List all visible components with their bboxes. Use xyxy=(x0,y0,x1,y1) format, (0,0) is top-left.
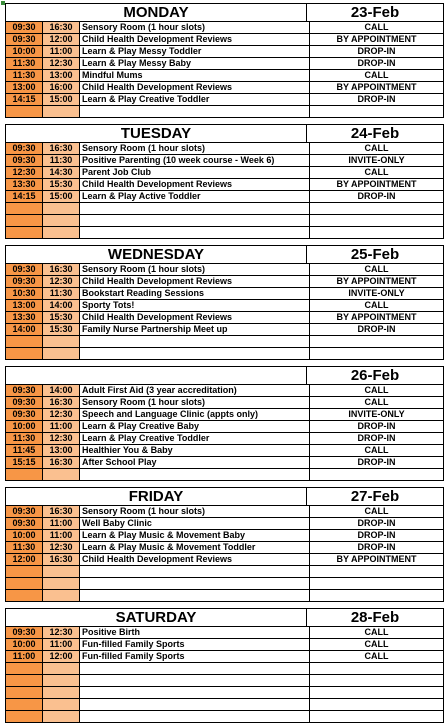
activity-name: Positive Parenting (10 week course - Week 6) xyxy=(80,155,310,166)
timetable-sheet xyxy=(5,3,444,723)
schedule-row xyxy=(5,82,444,94)
start-time: 09:30 xyxy=(6,34,43,45)
day-header xyxy=(5,367,444,385)
activity-name xyxy=(80,675,310,686)
schedule-row xyxy=(5,227,444,239)
activity-name xyxy=(80,215,310,226)
day-name: WEDNESDAY xyxy=(107,246,205,263)
start-time: 13:00 xyxy=(6,82,43,93)
schedule-row xyxy=(5,554,444,566)
end-time: 14:00 xyxy=(43,300,80,311)
activity-name: Speech and Language Clinic (appts only) xyxy=(80,409,310,420)
start-time: 10:30 xyxy=(6,288,43,299)
start-time: 09:30 xyxy=(6,276,43,287)
start-time: 09:30 xyxy=(6,506,43,517)
booking-status xyxy=(310,336,443,347)
end-time: 12:30 xyxy=(43,433,80,444)
start-time: 10:00 xyxy=(6,530,43,541)
booking-status: DROP-IN xyxy=(357,518,396,528)
schedule-row xyxy=(5,433,444,445)
activity-name: Fun-filled Family Sports xyxy=(80,651,310,662)
day-header xyxy=(5,488,444,506)
activity-name: Learn & Play Messy Baby xyxy=(80,58,310,69)
end-time: 13:00 xyxy=(43,70,80,81)
start-time xyxy=(6,675,43,686)
schedule-row xyxy=(5,651,444,663)
start-time: 11:30 xyxy=(6,542,43,553)
activity-name: Positive Birth xyxy=(80,627,310,638)
end-time xyxy=(43,711,80,722)
activity-name xyxy=(80,227,310,238)
booking-status: CALL xyxy=(364,143,389,153)
schedule-row xyxy=(5,699,444,711)
booking-status xyxy=(310,106,443,117)
schedule-row xyxy=(5,276,444,288)
booking-status xyxy=(310,699,443,710)
activity-name xyxy=(80,711,310,722)
end-time: 11:00 xyxy=(43,421,80,432)
booking-status: INVITE-ONLY xyxy=(348,155,405,165)
end-time: 16:30 xyxy=(43,397,80,408)
start-time xyxy=(6,106,43,117)
booking-status: BY APPOINTMENT xyxy=(336,554,417,564)
day-header xyxy=(5,4,444,22)
end-time: 12:00 xyxy=(43,34,80,45)
end-time: 16:30 xyxy=(43,506,80,517)
day-block xyxy=(5,366,444,481)
schedule-row xyxy=(5,34,444,46)
day-name xyxy=(6,367,306,384)
booking-status: CALL xyxy=(364,167,389,177)
booking-status xyxy=(310,469,443,480)
schedule-row xyxy=(5,300,444,312)
end-time: 16:30 xyxy=(43,264,80,275)
end-time: 12:30 xyxy=(43,58,80,69)
booking-status: BY APPOINTMENT xyxy=(336,179,417,189)
start-time: 10:00 xyxy=(6,639,43,650)
schedule-row xyxy=(5,70,444,82)
booking-status xyxy=(310,675,443,686)
start-time: 13:30 xyxy=(6,312,43,323)
start-time xyxy=(6,227,43,238)
start-time xyxy=(6,348,43,359)
schedule-row xyxy=(5,639,444,651)
end-time xyxy=(43,203,80,214)
activity-name xyxy=(80,566,310,577)
booking-status: DROP-IN xyxy=(357,94,396,104)
start-time: 11:45 xyxy=(6,445,43,456)
activity-name xyxy=(80,699,310,710)
end-time xyxy=(43,336,80,347)
activity-name: Sensory Room (1 hour slots) xyxy=(80,143,310,154)
start-time: 13:30 xyxy=(6,179,43,190)
booking-status: CALL xyxy=(364,264,389,274)
activity-name: Learn & Play Music & Movement Toddler xyxy=(80,542,310,553)
booking-status: CALL xyxy=(364,385,389,395)
activity-name: Well Baby Clinic xyxy=(80,518,310,529)
start-time: 09:30 xyxy=(6,264,43,275)
booking-status: CALL xyxy=(364,22,389,32)
end-time xyxy=(43,675,80,686)
start-time: 09:30 xyxy=(6,143,43,154)
schedule-row xyxy=(5,22,444,34)
booking-status: DROP-IN xyxy=(357,421,396,431)
end-time: 16:00 xyxy=(43,82,80,93)
schedule-row xyxy=(5,542,444,554)
booking-status: CALL xyxy=(364,397,389,407)
schedule-row xyxy=(5,457,444,469)
end-time: 16:30 xyxy=(43,457,80,468)
booking-status: BY APPOINTMENT xyxy=(336,312,417,322)
schedule-row xyxy=(5,312,444,324)
schedule-row xyxy=(5,348,444,360)
schedule-row xyxy=(5,264,444,276)
day-date: 24-Feb xyxy=(306,125,443,142)
end-time: 11:00 xyxy=(43,639,80,650)
schedule-row xyxy=(5,324,444,336)
day-name: FRIDAY xyxy=(128,488,184,505)
activity-name: Child Health Development Reviews xyxy=(80,276,310,287)
activity-name: Sensory Room (1 hour slots) xyxy=(80,264,310,275)
end-time xyxy=(43,566,80,577)
schedule-row xyxy=(5,155,444,167)
activity-name: Child Health Development Reviews xyxy=(80,554,310,565)
end-time: 16:30 xyxy=(43,143,80,154)
end-time: 11:00 xyxy=(43,530,80,541)
schedule-row xyxy=(5,106,444,118)
schedule-row xyxy=(5,675,444,687)
activity-name: Child Health Development Reviews xyxy=(80,312,310,323)
booking-status xyxy=(310,663,443,674)
start-time: 11:00 xyxy=(6,651,43,662)
end-time: 12:30 xyxy=(43,409,80,420)
start-time: 11:30 xyxy=(6,70,43,81)
schedule-row xyxy=(5,445,444,457)
booking-status: BY APPOINTMENT xyxy=(336,34,417,44)
schedule-row xyxy=(5,397,444,409)
end-time xyxy=(43,227,80,238)
day-block xyxy=(5,3,444,118)
activity-name: Sporty Tots! xyxy=(80,300,310,311)
booking-status: DROP-IN xyxy=(357,530,396,540)
activity-name xyxy=(80,469,310,480)
end-time: 15:30 xyxy=(43,179,80,190)
activity-name xyxy=(80,106,310,117)
activity-name xyxy=(80,578,310,589)
activity-name: Child Health Development Reviews xyxy=(80,179,310,190)
activity-name: Learn & Play Creative Baby xyxy=(80,421,310,432)
schedule-row xyxy=(5,46,444,58)
schedule-row xyxy=(5,288,444,300)
activity-name xyxy=(80,590,310,601)
end-time xyxy=(43,687,80,698)
booking-status: CALL xyxy=(364,651,389,661)
schedule-row xyxy=(5,518,444,530)
booking-status: CALL xyxy=(364,300,389,310)
day-block xyxy=(5,608,444,723)
activity-name: Adult First Aid (3 year accreditation) xyxy=(80,385,310,396)
end-time xyxy=(43,590,80,601)
booking-status: DROP-IN xyxy=(357,433,396,443)
activity-name: Healthier You & Baby xyxy=(80,445,310,456)
day-date: 25-Feb xyxy=(306,246,443,263)
end-time xyxy=(43,578,80,589)
start-time xyxy=(6,711,43,722)
start-time: 14:15 xyxy=(6,94,43,105)
schedule-row xyxy=(5,663,444,675)
end-time: 15:30 xyxy=(43,324,80,335)
booking-status xyxy=(310,227,443,238)
day-date: 26-Feb xyxy=(306,367,443,384)
booking-status: DROP-IN xyxy=(357,542,396,552)
schedule-row xyxy=(5,215,444,227)
booking-status: DROP-IN xyxy=(357,191,396,201)
start-time: 09:30 xyxy=(6,409,43,420)
end-time: 12:00 xyxy=(43,651,80,662)
end-time: 11:00 xyxy=(43,518,80,529)
start-time: 09:30 xyxy=(6,22,43,33)
booking-status: CALL xyxy=(364,639,389,649)
end-time: 14:30 xyxy=(43,167,80,178)
start-time: 12:00 xyxy=(6,554,43,565)
end-time xyxy=(43,469,80,480)
day-block xyxy=(5,124,444,239)
start-time xyxy=(6,469,43,480)
activity-name: Mindful Mums xyxy=(80,70,310,81)
day-date: 23-Feb xyxy=(306,4,443,21)
end-time: 13:00 xyxy=(43,445,80,456)
booking-status: DROP-IN xyxy=(357,457,396,467)
start-time xyxy=(6,699,43,710)
start-time: 09:30 xyxy=(6,385,43,396)
end-time: 12:30 xyxy=(43,276,80,287)
end-time xyxy=(43,348,80,359)
end-time: 12:30 xyxy=(43,542,80,553)
end-time xyxy=(43,699,80,710)
end-time: 15:00 xyxy=(43,191,80,202)
booking-status xyxy=(310,590,443,601)
activity-name xyxy=(80,348,310,359)
start-time: 11:30 xyxy=(6,433,43,444)
booking-status: CALL xyxy=(364,506,389,516)
schedule-row xyxy=(5,179,444,191)
day-name: TUESDAY xyxy=(120,125,192,142)
day-header xyxy=(5,125,444,143)
start-time: 14:15 xyxy=(6,191,43,202)
end-time: 11:30 xyxy=(43,155,80,166)
schedule-row xyxy=(5,409,444,421)
booking-status: CALL xyxy=(364,445,389,455)
end-time: 12:30 xyxy=(43,627,80,638)
schedule-row xyxy=(5,58,444,70)
start-time xyxy=(6,663,43,674)
booking-status: INVITE-ONLY xyxy=(348,288,405,298)
day-date: 27-Feb xyxy=(306,488,443,505)
start-time: 13:00 xyxy=(6,300,43,311)
booking-status xyxy=(310,215,443,226)
activity-name: Fun-filled Family Sports xyxy=(80,639,310,650)
end-time: 11:00 xyxy=(43,46,80,57)
schedule-row xyxy=(5,385,444,397)
day-block xyxy=(5,487,444,602)
booking-status: CALL xyxy=(364,70,389,80)
schedule-row xyxy=(5,203,444,215)
booking-status: DROP-IN xyxy=(357,46,396,56)
booking-status: DROP-IN xyxy=(357,58,396,68)
start-time xyxy=(6,578,43,589)
schedule-row xyxy=(5,590,444,602)
start-time xyxy=(6,590,43,601)
schedule-row xyxy=(5,506,444,518)
end-time: 11:30 xyxy=(43,288,80,299)
activity-name: Learn & Play Music & Movement Baby xyxy=(80,530,310,541)
end-time: 16:30 xyxy=(43,554,80,565)
schedule-row xyxy=(5,336,444,348)
schedule-row xyxy=(5,469,444,481)
schedule-row xyxy=(5,530,444,542)
activity-name: Bookstart Reading Sessions xyxy=(80,288,310,299)
start-time: 09:30 xyxy=(6,518,43,529)
schedule-row xyxy=(5,687,444,699)
day-date: 28-Feb xyxy=(306,609,443,626)
end-time xyxy=(43,215,80,226)
schedule-row xyxy=(5,421,444,433)
booking-status: CALL xyxy=(364,627,389,637)
day-name: SATURDAY xyxy=(115,609,197,626)
day-block xyxy=(5,245,444,360)
schedule-row xyxy=(5,167,444,179)
start-time: 09:30 xyxy=(6,155,43,166)
activity-name: Learn & Play Messy Toddler xyxy=(80,46,310,57)
start-time xyxy=(6,566,43,577)
start-time: 10:00 xyxy=(6,46,43,57)
booking-status xyxy=(310,203,443,214)
activity-name: Child Health Development Reviews xyxy=(80,82,310,93)
activity-name xyxy=(80,203,310,214)
activity-name: After School Play xyxy=(80,457,310,468)
schedule-row xyxy=(5,566,444,578)
activity-name: Family Nurse Partnership Meet up xyxy=(80,324,310,335)
day-header xyxy=(5,246,444,264)
end-time: 15:00 xyxy=(43,94,80,105)
booking-status: BY APPOINTMENT xyxy=(336,82,417,92)
start-time: 14:00 xyxy=(6,324,43,335)
activity-name: Sensory Room (1 hour slots) xyxy=(80,22,310,33)
day-name: MONDAY xyxy=(123,4,189,21)
schedule-row xyxy=(5,627,444,639)
activity-name: Learn & Play Creative Toddler xyxy=(80,94,310,105)
start-time: 15:15 xyxy=(6,457,43,468)
schedule-row xyxy=(5,711,444,723)
start-time: 10:00 xyxy=(6,421,43,432)
activity-name: Learn & Play Creative Toddler xyxy=(80,433,310,444)
booking-status xyxy=(310,711,443,722)
start-time: 12:30 xyxy=(6,167,43,178)
schedule-row xyxy=(5,143,444,155)
day-header xyxy=(5,609,444,627)
booking-status xyxy=(310,687,443,698)
start-time: 09:30 xyxy=(6,627,43,638)
booking-status: INVITE-ONLY xyxy=(348,409,405,419)
schedule-row xyxy=(5,191,444,203)
booking-status xyxy=(310,578,443,589)
activity-name xyxy=(80,336,310,347)
activity-name xyxy=(80,663,310,674)
start-time xyxy=(6,215,43,226)
start-time xyxy=(6,336,43,347)
start-time: 11:30 xyxy=(6,58,43,69)
activity-name: Parent Job Club xyxy=(80,167,310,178)
end-time xyxy=(43,106,80,117)
activity-name: Learn & Play Active Toddler xyxy=(80,191,310,202)
end-time xyxy=(43,663,80,674)
end-time: 16:30 xyxy=(43,22,80,33)
activity-name: Sensory Room (1 hour slots) xyxy=(80,506,310,517)
activity-name xyxy=(80,687,310,698)
booking-status xyxy=(310,566,443,577)
schedule-row xyxy=(5,94,444,106)
start-time xyxy=(6,687,43,698)
booking-status xyxy=(310,348,443,359)
end-time: 14:00 xyxy=(43,385,80,396)
schedule-row xyxy=(5,578,444,590)
activity-name: Child Health Development Reviews xyxy=(80,34,310,45)
activity-name: Sensory Room (1 hour slots) xyxy=(80,397,310,408)
end-time: 15:30 xyxy=(43,312,80,323)
booking-status: BY APPOINTMENT xyxy=(336,276,417,286)
start-time xyxy=(6,203,43,214)
booking-status: DROP-IN xyxy=(357,324,396,334)
start-time: 09:30 xyxy=(6,397,43,408)
